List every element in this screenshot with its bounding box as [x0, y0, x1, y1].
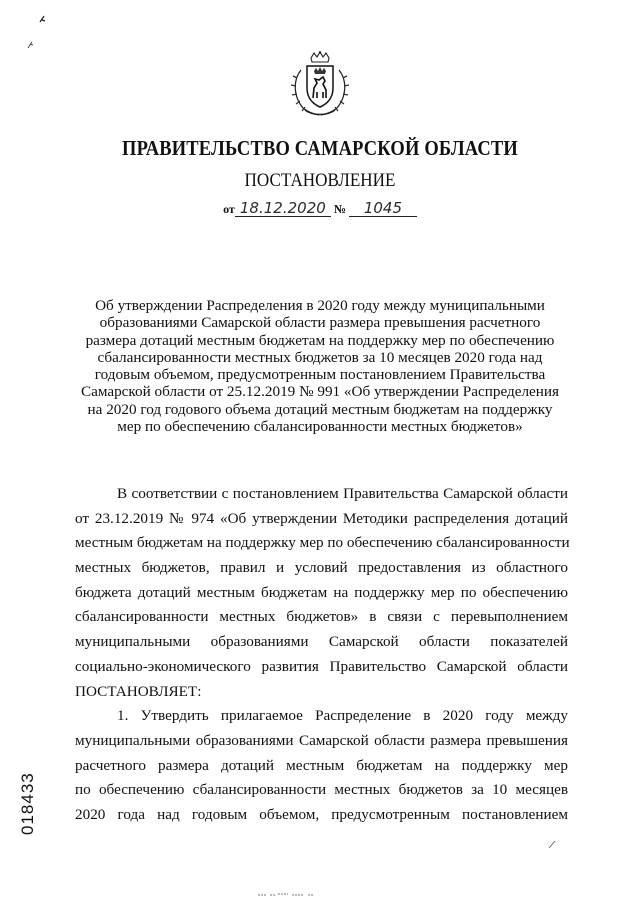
body-line: по обеспечению сбалансированности местных бюджетов за 10 месяцев — [75, 781, 568, 799]
body-line: местных бюджетов, правил и условий предоставления из областного — [75, 559, 568, 577]
samara-coat-of-arms-icon — [287, 50, 353, 118]
body-line: бюджета дотаций местным бюджетам на поддержку мер по обеспечению — [75, 583, 568, 601]
pen-tick-icon — [547, 838, 559, 850]
resolution-subject — [80, 297, 560, 435]
subject-line: мер по обеспечению сбалансированности местных бюджетов» — [117, 418, 523, 436]
subject-line: годовым объемом, предусмотренным постановлением Правительства — [94, 366, 546, 384]
subject-line: Об утверждении Распределения в 2020 году между муниципальными — [95, 297, 545, 314]
body-line: 1. Утвердить прилагаемое Распределение в 2020 году между — [117, 707, 568, 725]
government-title: ПРАВИТЕЛЬСТВО САМАРСКОЙ ОБЛАСТИ — [122, 136, 518, 160]
subject-line: размера дотаций местным бюджетам на поддержку мер по обеспечению — [85, 331, 555, 349]
date-number-line — [0, 200, 640, 217]
body-line: местным бюджетам на поддержку мер по обеспечению сбалансированности — [75, 534, 570, 552]
resolution-body — [75, 482, 568, 828]
registration-number: 018433 — [18, 772, 37, 835]
handwritten-number: 1045 — [349, 200, 417, 217]
body-line: 2020 года над годовым объемом, предусмотренным постановлением — [75, 805, 568, 823]
body-line: от 23.12.2019 № 974 «Об утверждении Методики распределения дотаций — [75, 509, 568, 527]
handwritten-date: 18.12.2020 — [235, 200, 331, 217]
pen-mark-icon — [22, 8, 52, 48]
subject-line: Самарской области от 25.12.2019 № 991 «Об утверждении Распределения — [80, 383, 560, 401]
body-line: В соответствии с постановлением Правительства Самарской области — [117, 485, 568, 502]
body-line-postanovlyaet: ПОСТАНОВЛЯЕТ: — [75, 682, 202, 700]
body-line: муниципальными образованиями Самарской области размера превышения — [75, 731, 568, 749]
document-type: ПОСТАНОВЛЕНИЕ — [244, 170, 396, 191]
body-line: муниципальными образованиями Самарской области показателей — [75, 633, 568, 651]
body-line: расчетного размера дотаций местным бюджетам на поддержку мер — [75, 756, 568, 774]
subject-line: на 2020 год годового объема дотаций местным бюджетам на поддержку — [87, 400, 553, 418]
number-label: № — [333, 202, 346, 216]
subject-line: образованиями Самарской области размера превышения расчетного — [99, 314, 541, 332]
body-line: сбалансированности местных бюджетов» в связи с перевыполнением — [75, 608, 568, 626]
date-label: от — [223, 202, 235, 216]
scan-smudge-icon — [258, 892, 318, 898]
body-line: социально-экономического развития Правительство Самарской области — [75, 657, 568, 675]
subject-line: сбалансированности местных бюджетов за 10 месяцев 2020 года над — [97, 348, 543, 366]
